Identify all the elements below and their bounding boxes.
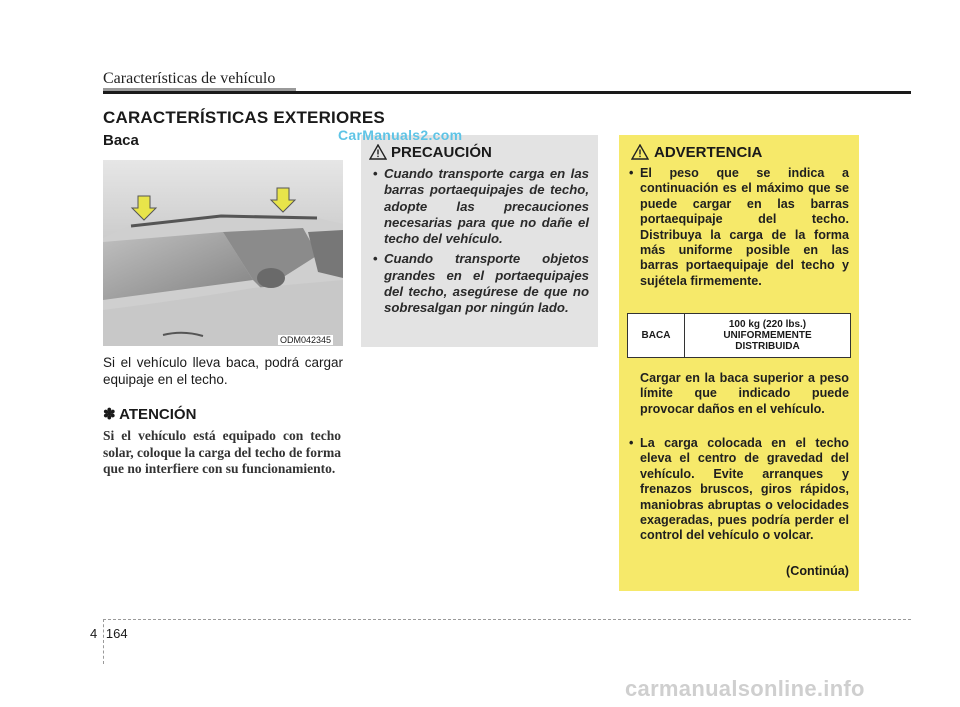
- caution-item: • Cuando transporte carga en las barras portaequipajes de techo, adopte las precauciones necesarias para que no dañe el techo del vehículo.: [371, 166, 589, 247]
- section-title: CARACTERÍSTICAS EXTERIORES: [103, 108, 385, 127]
- warning-paragraph: Cargar en la baca superior a peso límite que indicado puede provocar daños en el vehículo.: [640, 371, 849, 416]
- header-rule: [103, 91, 911, 94]
- warning-triangle-icon: [369, 144, 387, 160]
- load-value-line: 100 kg (220 lbs.): [728, 319, 807, 330]
- warning-list-2: [627, 436, 849, 544]
- load-table-label: BACA: [628, 314, 685, 358]
- page-number-value: 164: [105, 626, 128, 641]
- photo-code: ODM042345: [280, 335, 332, 345]
- chapter-title: Características de vehículo: [103, 70, 276, 87]
- load-table-value: [685, 314, 851, 358]
- warning-item: • La carga colocada en el techo eleva el centro de gravedad del vehículo. Evite arranques y frenazos bruscos, giros rápidos, maniobras abruptas o velocidades exageradas, pues podría perder el control del vehículo o volcar.: [627, 436, 849, 544]
- watermark-top: CarManuals2.com: [338, 127, 463, 143]
- caution-item: • Cuando transporte objetos grandes en el portaequipajes del techo, asegúrese de que no sobresalgan por ningún lado.: [371, 251, 589, 316]
- warning-triangle-icon: [631, 144, 649, 160]
- note-text: Si el vehículo está equipado con techo solar, coloque la carga del techo de forma que no interfiere con su funcionamiento.: [103, 428, 341, 476]
- note-title: ✽ ATENCIÓN: [103, 406, 197, 423]
- caution-title-text: PRECAUCIÓN: [391, 144, 492, 161]
- sub-title: Baca: [103, 132, 139, 149]
- load-table: [627, 313, 851, 358]
- warning-title-text: ADVERTENCIA: [654, 144, 763, 161]
- load-value-line: UNIFORMEMENTE: [723, 330, 812, 341]
- roof-rack-photo: [103, 160, 343, 346]
- caution-list: [371, 166, 589, 321]
- load-value-line: DISTRIBUIDA: [735, 341, 800, 352]
- warning-list: [627, 166, 849, 293]
- continued-label: (Continúa): [786, 564, 849, 578]
- body-text: Si el vehículo lleva baca, podrá cargar equipaje en el techo.: [103, 355, 343, 387]
- chapter-number: 4: [90, 626, 98, 641]
- car-roof-illustration: [103, 160, 343, 346]
- warning-item: • El peso que se indica a continuación es el máximo que se puede cargar en las barras portaequipaje del techo. Distribuya la carga de la forma más uniforme posible en las barras portaequipaje del techo y sujétela firmemente.: [627, 166, 849, 289]
- warning-title: [654, 144, 762, 161]
- watermark-bottom: carmanualsonline.info: [625, 676, 865, 701]
- page-number: [90, 626, 133, 641]
- caution-title: [391, 144, 492, 161]
- footer-rule: [103, 619, 911, 620]
